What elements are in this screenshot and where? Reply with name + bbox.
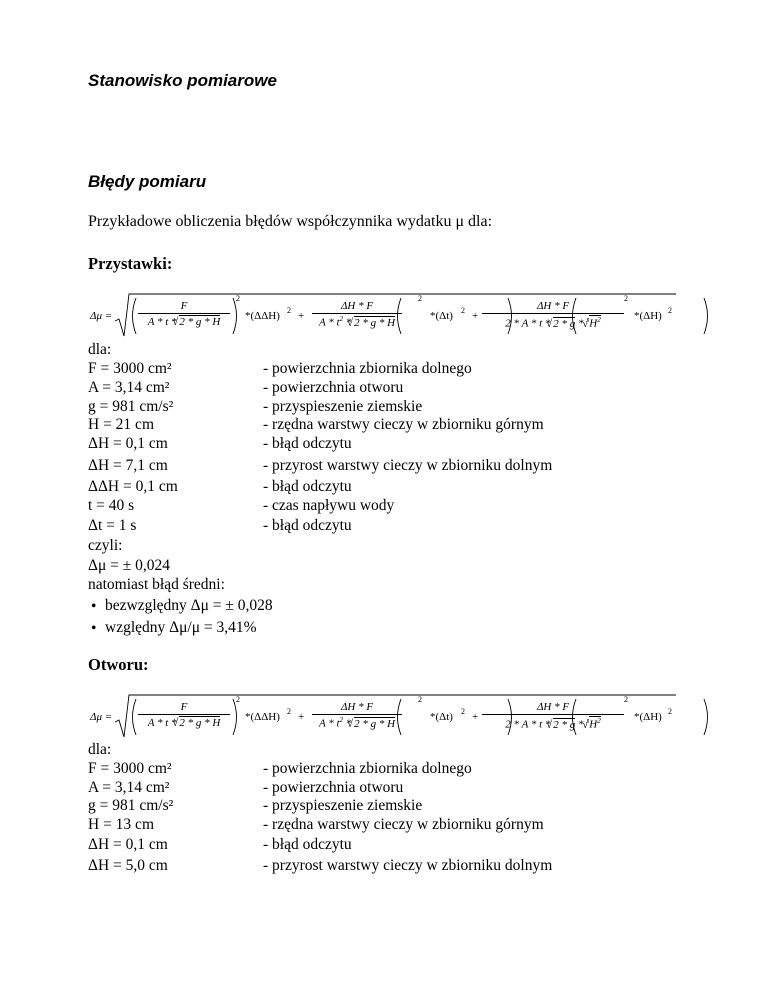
formula-term3: $\frac{\Delta H * F}{2 * A * t * √ 2 * g * ^3√ H^2}$: [482, 300, 624, 330]
czyli-label: czyli:: [88, 537, 123, 554]
formula-term3: $\frac{\Delta H * F}{2 * A * t * √ 2 * g * ^3√ H^2}$: [482, 701, 624, 731]
formula-term2: $\frac{\Delta H * F}{A * t^2 * √ 2 * g * H}$: [312, 701, 402, 730]
formula-term2: $\frac{\Delta H * F}{A * t^2 * √ 2 * g * H}$: [312, 300, 402, 329]
natomiast-label: natomiast błąd średni:: [88, 576, 225, 593]
formula-term1: $\frac{F}{A * t * √ 2 * g * H}$: [138, 701, 230, 729]
formula-lhs: Δμ =: [90, 310, 113, 322]
dla-label: dla:: [88, 341, 112, 358]
page-title: Stanowisko pomiarowe: [88, 71, 277, 90]
formula-lhs: Δμ =: [90, 711, 113, 723]
otworu-heading: Otworu:: [88, 655, 149, 674]
przystawki-heading: Przystawki:: [88, 254, 173, 273]
error-formula-otworu: Δμ = $\frac{F}{A * t * √ 2 * g * H}$ 2 *(ΔΔH) 2 + $\frac{\Delta H * F}{A * t^2 * √ 2 * g * H}$ 2 *(Δt) 2 + $\frac{\Delta H * F}{2 * A * t * √ 2 * g * ^3√ H^2}$ 2 *(ΔH) 2: [88, 693, 678, 741]
formula-term1: $\frac{F}{A * t * √ 2 * g * H}$: [138, 300, 230, 328]
dla-label: dla:: [88, 741, 112, 758]
intro-text: Przykładowe obliczenia błędów współczynnika wydatku μ dla:: [88, 213, 493, 230]
result-value: Δμ = ± 0,024: [88, 557, 171, 574]
section-title: Błędy pomiaru: [88, 172, 207, 191]
error-formula-przystawki: Δμ = $\frac{F}{A * t * √ 2 * g * H}$ 2 *(ΔΔH) 2 + $\frac{\Delta H * F}{A * t^2 * √ 2 * g * H}$ 2 *(Δt) 2 + $\frac{\Delta H * F}{2 * A * t * √ 2 * g * ^3√ H^2}$ 2 *(ΔH) 2: [88, 292, 678, 340]
